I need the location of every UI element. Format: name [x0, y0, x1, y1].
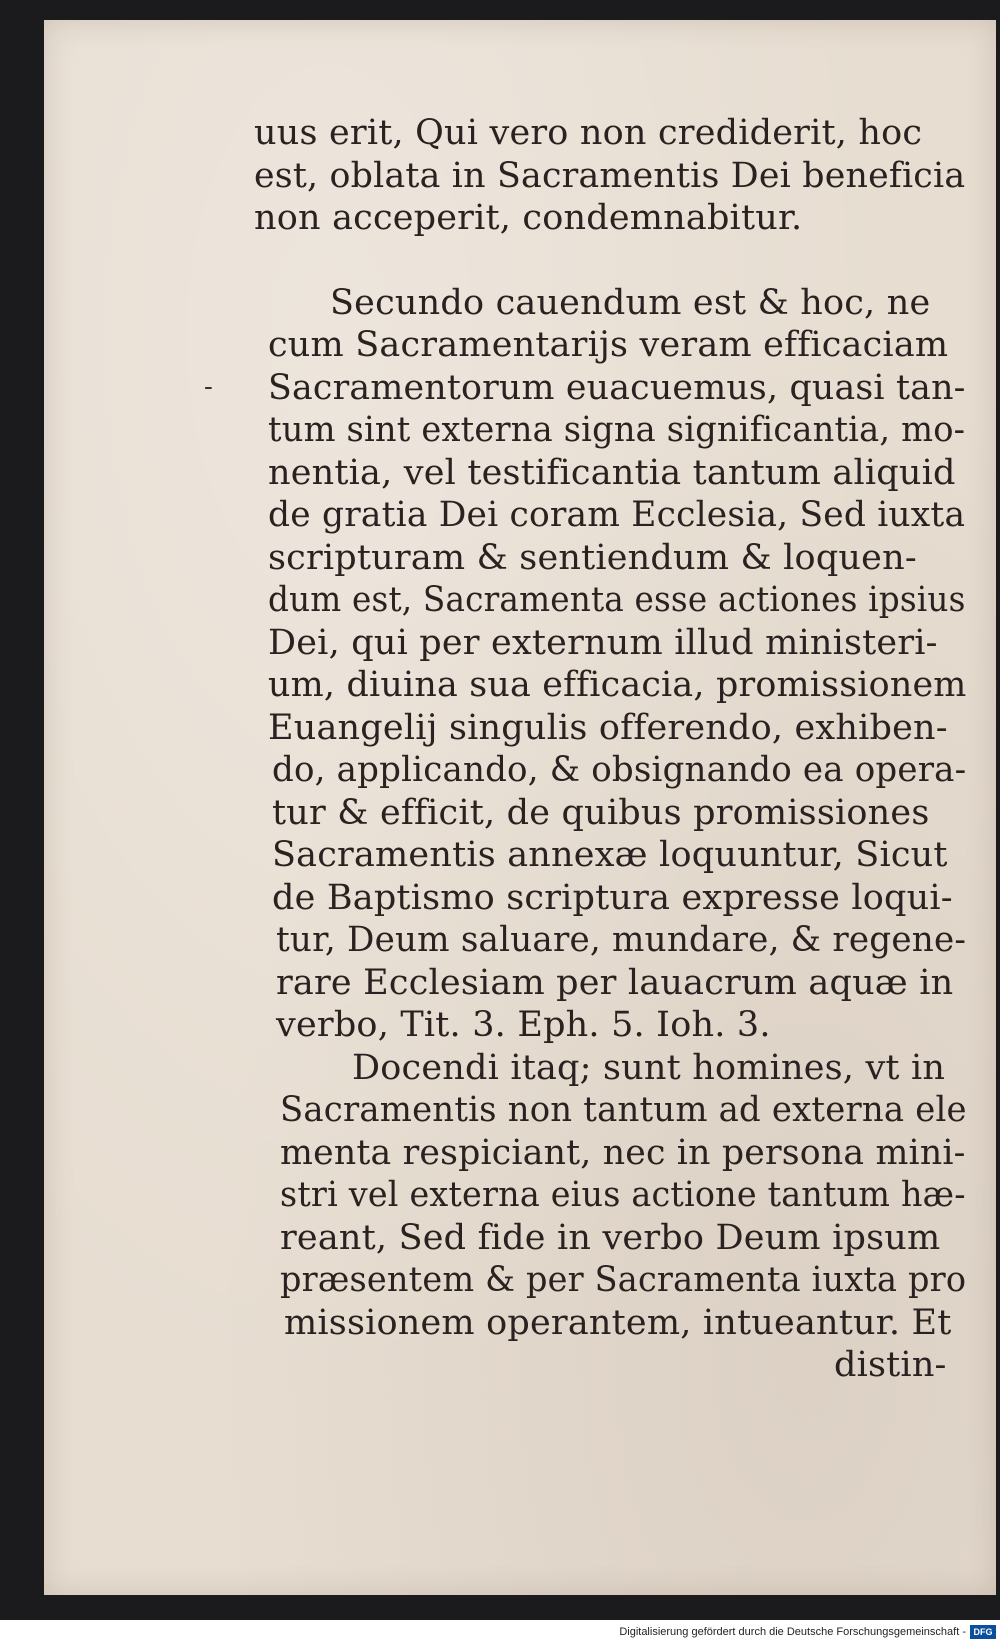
text-line: verbo, Tit. 3. Eph. 5. Ioh. 3. — [276, 1005, 771, 1045]
book-page — [44, 20, 996, 1595]
text-line: de gratia Dei coram Ecclesia, Sed iuxta — [268, 495, 966, 535]
text-line: non acceperit, condemnabitur. — [254, 198, 803, 238]
text-line: Sacramentis non tantum ad externa ele — [280, 1090, 967, 1130]
text-line: tur & efficit, de quibus promissiones — [272, 793, 930, 833]
margin-dash: - — [204, 372, 213, 402]
text-line: uus erit, Qui vero non crediderit, hoc — [254, 113, 923, 153]
catchword: distin- — [834, 1345, 947, 1385]
text-line: nentia, vel testificantia tantum aliquid — [268, 453, 956, 493]
text-line: Docendi itaq; sunt homines, vt in — [352, 1048, 946, 1088]
text-line: missionem operantem, intueantur. Et — [284, 1303, 952, 1343]
text-line: rare Ecclesiam per lauacrum aquæ in — [276, 963, 954, 1003]
text-line: stri vel externa eius actione tantum hæ- — [280, 1175, 966, 1215]
text-line: est, oblata in Sacramentis Dei beneficia — [254, 156, 966, 196]
text-line: Dei, qui per externum illud ministeri- — [268, 623, 938, 663]
text-line: dum est, Sacramenta esse actiones ipsius — [268, 580, 966, 620]
text-line: Secundo cauendum est & hoc, ne — [330, 283, 931, 323]
text-line: do, applicando, & obsignando ea opera- — [272, 750, 967, 790]
text-line: de Baptismo scriptura expresse loqui- — [272, 878, 953, 918]
digitization-credit: Digitalisierung gefördert durch die Deutsche Forschungsgemeinschaft - — [619, 1626, 966, 1638]
text-line: Sacramentorum euacuemus, quasi tan- — [268, 368, 966, 408]
text-line: Sacramentis annexæ loquuntur, Sicut — [272, 835, 948, 875]
dfg-logo-icon: DFG — [970, 1625, 996, 1639]
text-line: tur, Deum saluare, mundare, & regene- — [276, 920, 967, 960]
text-line: menta respiciant, nec in persona mini- — [280, 1133, 966, 1173]
text-line: um, diuina sua efficacia, promissionem — [268, 665, 967, 705]
text-line: præsentem & per Sacramenta iuxta pro — [280, 1260, 967, 1300]
text-line: tum sint externa signa significantia, mo- — [268, 410, 966, 450]
text-line: reant, Sed fide in verbo Deum ipsum — [280, 1218, 941, 1258]
footer-bar — [0, 1620, 1000, 1647]
text-line: cum Sacramentarijs veram efficaciam — [268, 325, 949, 365]
text-line: Euangelij singulis offerendo, exhiben- — [268, 708, 948, 748]
text-line: scripturam & sentiendum & loquen- — [268, 538, 917, 578]
